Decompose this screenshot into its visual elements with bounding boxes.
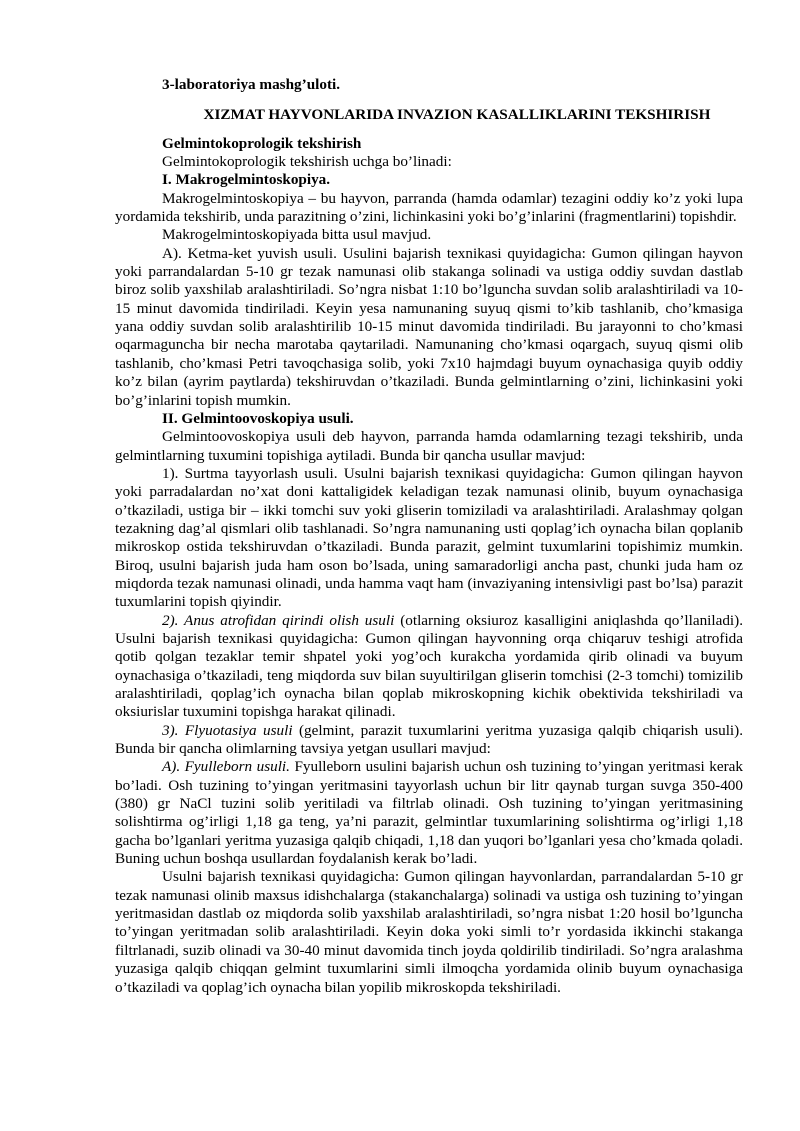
paragraph-technique: Usulni bajarish texnikasi quyidagicha: Gumon qilingan hayvonlardan, parrandalardan 5-10 gr tezak namunasi olinib maxsus idishchalarga (stakanchalarga) solinadi va ustiga osh tuzining to’yingan yeritmasidan dastlab oz miqdorda solib yaxshilab aralashtiriladi, so’ngra nisbat 1:20 hosil bo’lguncha to’yingan yeritmadan solib aralashtiriladi. Keyin doka yoki simli to’r yordasida ikkinchi stakanga filtrlanadi, suzib olinadi va 30-40 minut davomida tinch joyda qoldirilib tindiriladi. So’ngra aralashma yuzasiga qalqib chiqqan gelmint tuxumlarini simli ilmoqcha yordamida olinib buyum oynachasiga o’tkaziladi va qoplag’ich oynacha bilan yopilib mikroskopda tekshiriladi.: [115, 868, 743, 996]
paragraph-flyuotasiya: [115, 722, 743, 759]
fyulleborn-text: Fyulleborn usulini bajarish uchun osh tuzining to’yingan yeritmasi kerak bo’ladi. Osh tuzining to’yingan yeritmasini tayyorlash uchun bir litr qaynab turgan suvga 350-400 (380) gr NaCl tuzini solib yeritiladi va filtrlab olinadi. Osh tuzining to’yingan yeritmasining solishtirma og’irligi 1,18 ga teng, ya’ni parazit, gelmintlar tuxumlarining solishtirma og’irligi 1,18 gacha bo’lganlari yeritma yuzasiga qalqib chiqadi, 1,18 dan yuqori bo’lganlari yesa cho’kmada qoladi. Buning uchun boshqa usullardan foydalanish kerak bo’ladi.: [115, 758, 743, 868]
section-heading-gelmintoovoskopiya: II. Gelmintoovoskopiya usuli.: [162, 409, 354, 427]
anus-method-label: 2). Anus atrofidan qirindi olish usuli: [162, 611, 395, 629]
paragraph-ketma-ket-yuvish: A). Ketma-ket yuvish usuli. Usulini bajarish texnikasi quyidagicha: Gumon qilingan hayvon yoki parrandalardan 5-10 gr tezak namunasi olib stakanga solinadi va ustiga oddiy suvdan dastlab biroz solib yaxshilab aralashtiriladi. So’ngra nisbat 1:10 bo’lguncha suvdan solib aralashtiriladi va 10-15 minut davomida tindiriladi. Keyin yesa namunaning suyuq qismi to’kib tashlanib, cho’kmasiga yana oddiy suvdan solib aralashtirilib 10-15 minut davomida tindiriladi. Bu jarayonni to cho’kmasi oqarmaguncha bir necha marotaba qaytariladi. Namunaning cho’kmasi oqargach, suyuq qismi olib tashlanib, cho’kmasi Petri tavoqchasiga solib, yoki 7x10 hajmdagi buyum oynachasiga quyib oddiy ko’z bilan (ayrim paytlarda) tekshiruvdan o’tkaziladi. Bunda gelmintlarning o’zini, lichinkasini yoki bo’g’inlarini topish mumkin.: [115, 244, 743, 409]
flyuotasiya-label: 3). Flyuotasiya usuli: [162, 721, 293, 739]
paragraph-makro-one-method: Makrogelmintoskopiyada bitta usul mavjud.: [162, 226, 432, 244]
paragraph-ovo-definition: Gelmintoovoskopiya usuli deb hayvon, parranda hamda odamlarning tezagi tekshirib, unda gelmintlarning tuxumini topishiga aytiladi. Bunda bir qancha usullar mavjud:: [115, 428, 743, 464]
paragraph-makro-definition: Makrogelmintoskopiya – bu hayvon, parranda (hamda odamlar) tezagini oddiy ko’z yoki lupa yordamida tekshirib, unda parazitning o’zini, lichinkasini yoki bo’g’inlarini (fragmentlarini) topishdir.: [115, 189, 743, 226]
section-heading-makrogelmintoskopiya: I. Makrogelmintoskopiya.: [162, 171, 331, 189]
paragraph-surtma: 1). Surtma tayyorlash usuli. Usulni bajarish texnikasi quyidagicha: Gumon qilingan hayvon yoki parradalardan no’xat doni kattaligidek keladigan tezak namunasi olinib, buyum oynachasiga o’tkaziladi, ustiga bir – ikki tomchi suv yoki gliserin tomiziladi va aralashtiriladi. Aralashmay qolgan tezakning dag’al qismlari olib tashlanadi. So’ngra namunaning usti qoplag’ich oynacha bilan qoplanib mikroskop ostida tekshiruvdan o’tkaziladi. Bunda parazit, gelmint tuxumlarini topishimiz mumkin. Biroq, usulni bajarish juda ham oson bo’lsada, uning samaradorligi ancha past, chunki juda ham oz miqdorda tezak namunasi olinadi, unda hamma vaqt ham (invaziyaning intensivligi past bo’lsa) parazit tuxumlarini topish qiyindir.: [115, 464, 743, 611]
paragraph-anus-method: [115, 612, 743, 722]
section-heading-gelmintokoprologik: Gelmintokoprologik tekshirish: [162, 134, 362, 152]
paragraph-gelmintokoprologik-intro: Gelmintokoprologik tekshirish uchga bo’linadi:: [162, 153, 452, 171]
fyulleborn-label: A). Fyulleborn usuli.: [162, 758, 290, 776]
anus-method-text: (otlarning oksiuroz kasalligini aniqlashda qo’llaniladi). Usulni bajarish texnikasi quyidagicha: Gumon qilingan hayvonning orqa chiqaruv teshigi atrofida qotib qolgan tezaklar temir shpatel yoki yog’och kurakcha yordamida qirib olinadi va buyum oynachasiga o’tkaziladi, teng miqdorda suv bilan suyultirilgan gliserin tomchisi (2-3 tomchi) tomizilib aralashtiriladi, qoplag’ich oynacha bilan qoplab mikroskopning kichik obektivida tekshiriladi va oksiurislar tuxumini topishga harakat qilinadi.: [115, 611, 744, 721]
paragraph-fyulleborn: [115, 758, 743, 868]
main-title: XIZMAT HAYVONLARIDA INVAZION KASALLIKLARINI TEKSHIRISH: [203, 106, 711, 124]
flyuotasiya-text: (gelmint, parazit tuxumlarini yeritma yuzasiga qalqib chiqarish usuli). Bunda bir qancha olimlarning tavsiya yetgan usullari mavjud:: [115, 721, 743, 758]
lab-heading: 3-laboratoriya mashg’uloti.: [162, 76, 341, 93]
